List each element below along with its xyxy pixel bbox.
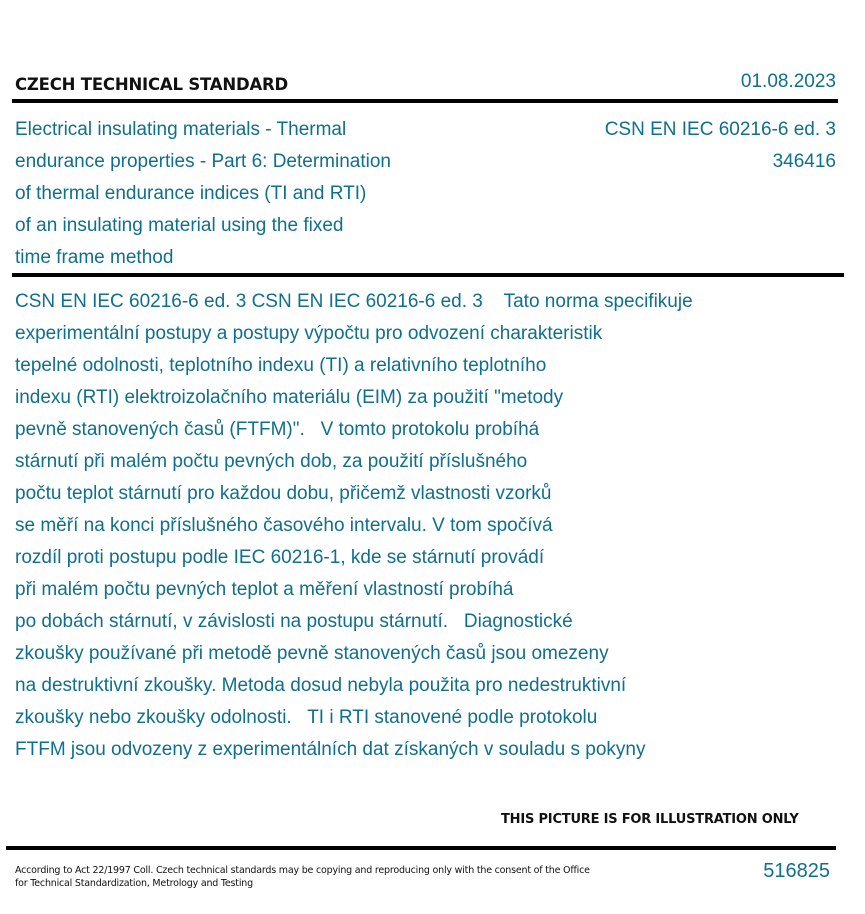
abstract-text: [15, 286, 815, 766]
body-line: se měří na konci příslušného časového intervalu. V tom spočívá: [15, 515, 553, 536]
body-line: tepelné odolnosti, teplotního indexu (TI) a relativního teplotního: [15, 355, 547, 376]
document-type-label: CZECH TECHNICAL STANDARD: [15, 75, 289, 94]
body-line: rozdíl proti postupu podle IEC 60216-1, kde se stárnutí provádí: [15, 547, 545, 568]
title-line: of thermal endurance indices (TI and RTI): [15, 183, 367, 204]
body-line: FTFM jsou odvozeny z experimentálních dat získaných v souladu s pokyny: [15, 739, 646, 760]
body-line: při malém počtu pevných teplot a měření vlastností probíhá: [15, 579, 514, 600]
body-line: zkoušky nebo zkoušky odolnosti. TI i RTI stanovené podle protokolu: [15, 707, 598, 728]
title-rule: [12, 273, 844, 277]
illustration-disclaimer: THIS PICTURE IS FOR ILLUSTRATION ONLY: [501, 812, 799, 827]
standard-code: CSN EN IEC 60216-6 ed. 3: [604, 119, 836, 140]
body-line: pevně stanovených časů (FTFM)". V tomto protokolu probíhá: [15, 419, 540, 440]
copyright-notice: [15, 864, 615, 890]
body-line: na destruktivní zkoušky. Metoda dosud nebyla použita pro nedestruktivní: [15, 675, 627, 696]
body-line: po dobách stárnutí, v závislosti na postupu stárnutí. Diagnostické: [15, 611, 573, 632]
header-rule: [12, 99, 838, 103]
standard-title: [15, 114, 475, 274]
title-line: of an insulating material using the fixed: [15, 215, 344, 236]
body-line: stárnutí při malém počtu pevných dob, za použití příslušného: [15, 451, 528, 472]
body-line: zkoušky používané při metodě pevně stanovených časů jsou omezeny: [15, 643, 609, 664]
standard-identifiers: [605, 114, 836, 178]
title-line: time frame method: [15, 247, 174, 268]
title-line: endurance properties - Part 6: Determination: [15, 151, 391, 172]
copyright-line: for Technical Standardization, Metrology and Testing: [15, 878, 253, 889]
catalog-number: 346416: [772, 151, 836, 172]
copyright-line: According to Act 22/1997 Coll. Czech technical standards may be copying and reproducing only with the consent of the Office: [15, 865, 590, 876]
body-line: experimentální postupy a postupy výpočtu pro odvození charakteristik: [15, 323, 603, 344]
body-line: CSN EN IEC 60216-6 ed. 3 CSN EN IEC 60216-6 ed. 3 Tato norma specifikuje: [15, 291, 693, 312]
body-line: indexu (RTI) elektroizolačního materiálu (EIM) za použití "metody: [15, 387, 564, 408]
document-number: 516825: [763, 860, 830, 882]
publication-date: 01.08.2023: [740, 71, 836, 92]
body-line: počtu teplot stárnutí pro každou dobu, přičemž vlastnosti vzorků: [15, 483, 552, 504]
title-line: Electrical insulating materials - Thermal: [15, 119, 347, 140]
footer-rule: [6, 846, 836, 850]
